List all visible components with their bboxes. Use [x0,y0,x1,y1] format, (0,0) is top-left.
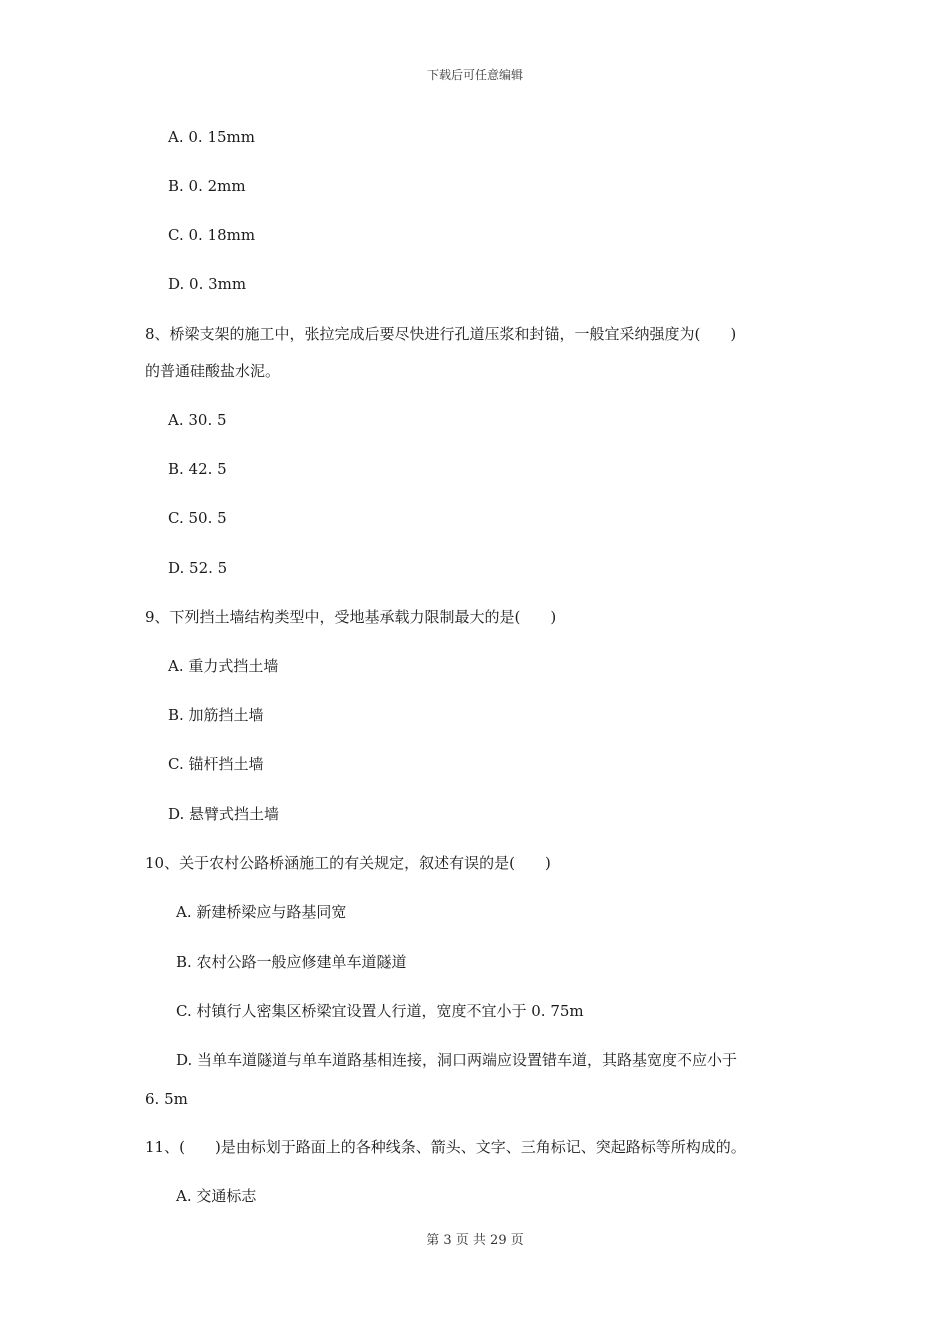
q11-option-a: A. 交通标志 [176,1187,257,1205]
q8-option-a: A. 30. 5 [168,411,227,429]
q10-option-a: A. 新建桥梁应与路基同宽 [176,903,347,921]
q10-stem: 10、关于农村公路桥涵施工的有关规定，叙述有误的是( ) [145,854,551,872]
q9-option-c: C. 锚杆挡土墙 [168,755,264,773]
q9-option-d: D. 悬臂式挡土墙 [168,805,280,823]
page-header: 下载后可任意编辑 [426,68,523,82]
q7-option-d: D. 0. 3mm [168,275,247,293]
q10-option-d-line1: D. 当单车道隧道与单车道路基相连接，洞口两端应设置错车道，其路基宽度不应小于 [176,1051,738,1069]
q8-option-c: C. 50. 5 [168,509,227,527]
q10-option-c: C. 村镇行人密集区桥梁宜设置人行道，宽度不宜小于 0. 75m [176,1002,584,1020]
q10-option-b: B. 农村公路一般应修建单车道隧道 [176,953,407,971]
q8-stem-line1: 8、桥梁支架的施工中，张拉完成后要尽快进行孔道压浆和封锚，一般宜采纳强度为( ) [145,325,737,343]
q7-option-a: A. 0. 15mm [168,128,255,146]
q9-stem: 9、下列挡土墙结构类型中，受地基承载力限制最大的是( ) [145,608,557,626]
q8-option-d: D. 52. 5 [168,559,228,577]
q8-option-b: B. 42. 5 [168,460,227,478]
q7-option-b: B. 0. 2mm [168,177,246,195]
q8-stem-line2: 的普通硅酸盐水泥。 [145,362,281,380]
q11-stem: 11、( )是由标划于路面上的各种线条、箭头、文字、三角标记、突起路标等所构成的。 [145,1138,746,1156]
q9-option-b: B. 加筋挡土墙 [168,706,264,724]
q10-option-d-line2: 6. 5m [145,1090,188,1108]
q7-option-c: C. 0. 18mm [168,226,256,244]
page-footer: 第 3 页 共 29 页 [426,1233,524,1248]
q9-option-a: A. 重力式挡土墙 [168,657,279,675]
